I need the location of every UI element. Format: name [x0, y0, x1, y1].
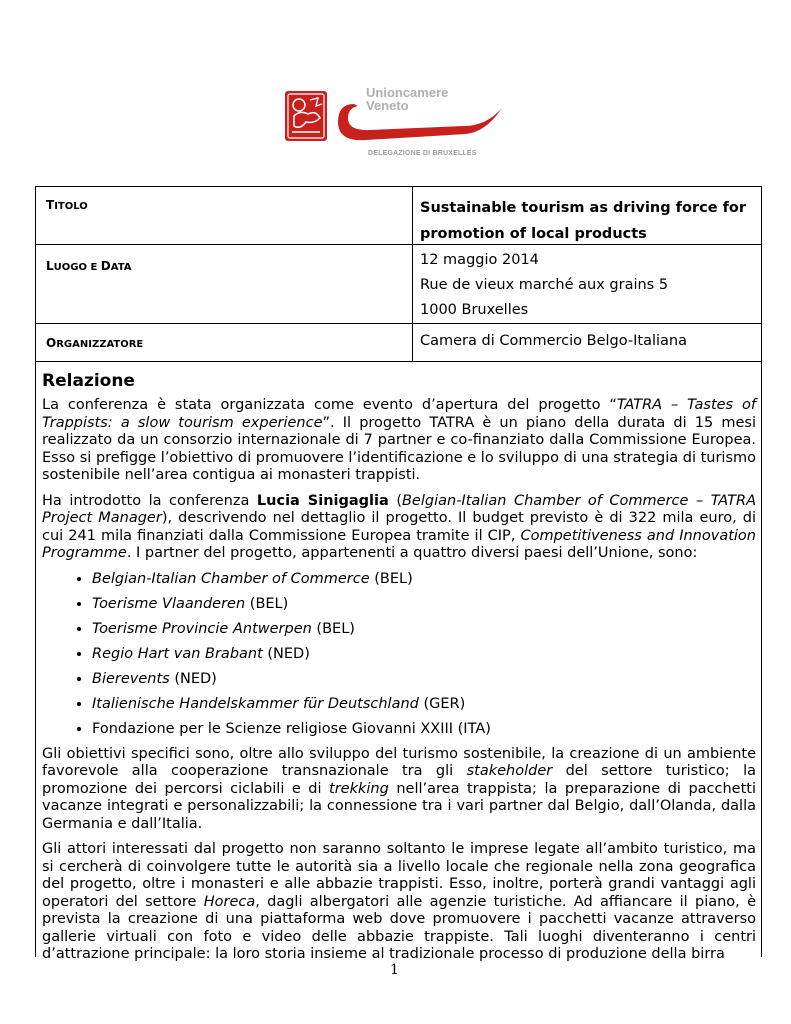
- paragraph-objectives: Gli obiettivi specifici sono, oltre allo sviluppo del turismo sostenibile, la creazione di un ambiente favorevole alla cooperazione transnazionale tra gli stakeholder del settore turistico; la promozione dei percorsi ciclabili e di trekking nell’area trappista; la preparazione di pacchetti vacanze integrati e personalizzabili; la connessione tra i vari partner dal Belgio, dall’Olanda, dalla Germania e dall’Italia.: [42, 745, 756, 832]
- title-value: Sustainable tourism as driving force for promotion of local products: [420, 200, 747, 242]
- report-section: [42, 371, 756, 972]
- brand-name-line1: Unioncamere: [366, 85, 449, 100]
- list-item: • Belgian-Italian Chamber of Commerce (BEL): [92, 571, 756, 589]
- lion-of-saint-mark-icon: [284, 90, 328, 142]
- paragraph-actors: Gli attori interessati dal progetto non saranno soltanto le imprese legate all’ambito turistico, ma si cercherà di coinvolgere tutte le autorità sia a livello locale che regionale nella zona geografica del progetto, oltre i monasteri e alle abbazie trappisti. Esso, inoltre, porterà grandi vantaggi agli operatori del settore Horeca, dagli albergatori alle agenzie turistiche. Ad affiancare il piano, è prevista la creazione di una piattaforma web dove promuovere i pacchetti vacanze attraverso gallerie virtuali con foto e video delle abbazie trappiste. Tali luoghi diventeranno i centri d’attrazione principale: la loro storia insieme al tradizionale processo di produzione della birra: [42, 841, 757, 962]
- list-item: • Bierevents (NED): [92, 671, 756, 689]
- list-item: • Toerisme Provincie Antwerpen (BEL): [92, 621, 756, 639]
- partner-list: [42, 571, 756, 739]
- organizer-label: ORGANIZZATORE: [46, 336, 144, 350]
- place-date-label: LUOGO E DATA: [46, 259, 132, 273]
- place-date-value: 12 maggio 2014 Rue de vieux marché aux grains 5 1000 Bruxelles: [420, 252, 669, 318]
- list-item: • Italienische Handelskammer für Deutschland (GER): [92, 696, 756, 714]
- column-divider: [412, 187, 413, 244]
- page-number: 1: [390, 962, 399, 978]
- document-frame: [35, 186, 762, 962]
- list-item: • Regio Hart van Brabant (NED): [92, 646, 756, 664]
- organizer-row: [36, 324, 761, 362]
- title-row: [36, 187, 761, 245]
- list-item: • Fondazione per le Scienze religiose Giovanni XXIII (ITA): [92, 721, 756, 739]
- list-item: • Toerisme Vlaanderen (BEL): [92, 596, 756, 614]
- column-divider: [412, 245, 413, 323]
- brand-swoosh-icon: [336, 98, 504, 144]
- column-divider: [412, 324, 413, 361]
- paragraph-intro: La conferenza è stata organizzata come evento d’apertura del progetto “TATRA – Tastes of Trappists: a slow tourism experience”. Il progetto TATRA è un piano della durata di 15 mesi realizzato da un consorzio internazionale di 7 partner e co-finanziato dalla Commissione Europea. Esso si prefigge l’obiettivo di promuovere l’identificazione e lo sviluppo di una strategia di turismo sostenibile nell’area contigua ai monasteri trappisti.: [42, 397, 757, 483]
- title-label: TITOLO: [46, 198, 88, 212]
- organizer-value: Camera di Commercio Belgo-Italiana: [420, 333, 687, 349]
- place-date-row: [36, 245, 761, 324]
- delegation-label: DELEGAZIONE DI BRUXELLES: [368, 150, 477, 157]
- brand-name-line2: Veneto: [366, 98, 409, 113]
- unioncamere-logo: [280, 86, 520, 166]
- paragraph-speaker: Ha introdotto la conferenza Lucia Sinigaglia (Belgian-Italian Chamber of Commerce – TATRA Project Manager), descrivendo nel dettaglio il progetto. Il budget previsto è di 322 mila euro, di cui 241 mila finanziati dalla Commissione Europea tramite il CIP, Competitiveness and Innovation Programme. I partner del progetto, appartenenti a quattro diversi paesi dell’Unione, sono:: [42, 492, 757, 561]
- report-heading: Relazione: [42, 371, 135, 391]
